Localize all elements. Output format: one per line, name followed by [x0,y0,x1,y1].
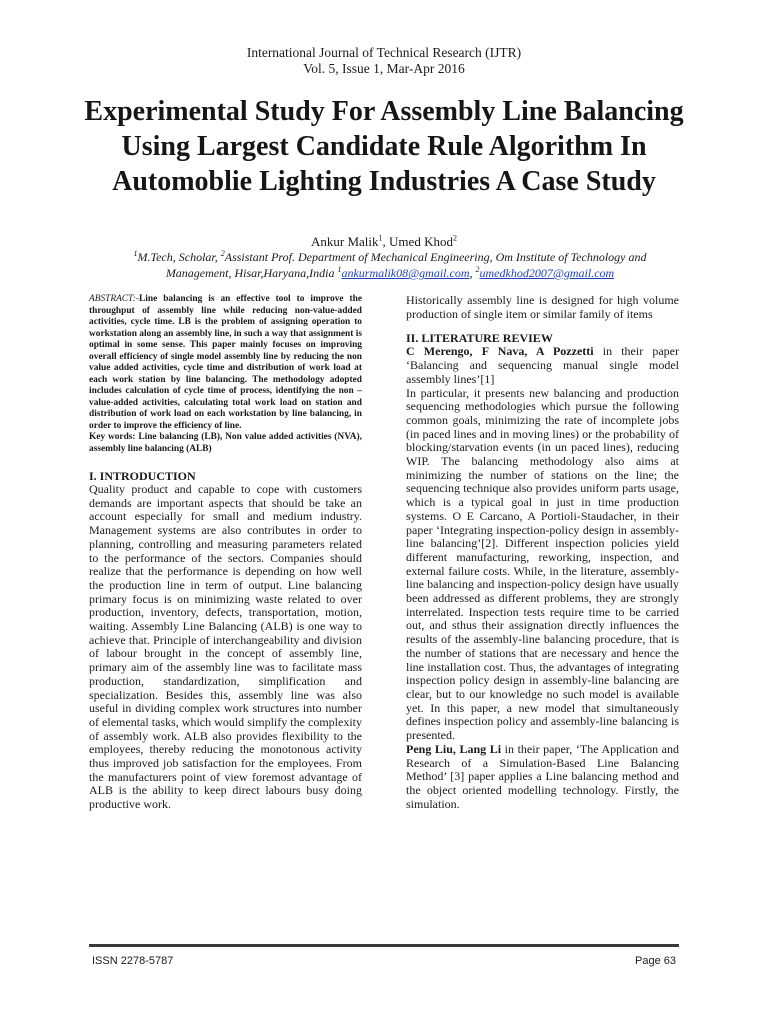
journal-header [0,45,768,77]
reference-2-text: in their paper, ‘The Application and Research of a Simulation-Based Line Balancing Method’ [3] paper applies a Line balancing method and the object oriented modelling technology. Firstly, the simulation. [406,741,680,811]
introduction-text: Quality product and capable to cope with customers demands are important aspects that should be take an account especially for small and medium industry. Management systems are also contributes in order to planning, controlling and measuring parameters related to the performance of the sectors. Companies should realize that the performance is depending on how well the production line in term of output. Line balancing primary focus is on minimizing waste related to over production, inventory, defects, transportation, motion, waiting. Assembly Line Balancing (ALB) is one way to achieve that. Principle of interchangeability and division of labour brought in the concept of assembly line, primary aim of the assembly line was to facilitate mass production, standardization, simplification and specialization. Besides this, assembly line was also useful in dividing complex work structures into number of elemental tasks, which would simplify the complexity of assembly work. ALB also provides flexibility to the employees, thereby reducing the monotonous activity thus improved job satisfaction for the employees. From the manufacturers point of view foremost advantage of ALB is the ability to keep direct labours busy doing productive work. [89,482,362,812]
reference-2 [406,743,679,812]
author-separator: , [382,234,390,249]
email-link-1[interactable]: ankurmalik08@gmail.com [341,266,470,280]
reference-1-text: in their paper ‘Balancing and sequencing manual single model assembly lines’[1] [406,344,679,386]
abstract [89,294,362,432]
affil-sup-2: 2 [220,249,225,258]
abstract-label: ABSTRACT:- [89,294,140,304]
affil-role-1: M.Tech, Scholar, [137,250,221,264]
keywords: Key words: Line balancing (LB), Non value added activities (NVA), assembly line balancing (ALB) [89,432,362,454]
literature-review-heading: II. LITERATURE REVIEW [406,331,553,346]
journal-name: International Journal of Technical Research (IJTR) [246,45,522,60]
email-link-2[interactable]: umedkhod2007@gmail.com [479,266,615,280]
email-separator: , [469,266,476,280]
affil-sup-1: 1 [133,249,138,258]
reference-1-authors: C Merengo, F Nava, A Pozzetti [406,344,594,359]
right-column [406,294,679,811]
affiliation [110,249,670,281]
footer-issn: ISSN 2278-5787 [92,955,174,967]
email-1-sup: 1 [337,265,342,274]
reference-1-intro [406,345,679,386]
email-2-sup: 2 [475,265,480,274]
footer-rule [89,944,679,947]
journal-volume-issue: Vol. 5, Issue 1, Mar-Apr 2016 [303,61,465,76]
author-2-sup: 2 [452,233,457,243]
reference-2-authors: Peng Liu, Lang Li [406,741,502,756]
abstract-text: Line balancing is an effective tool to improve the throughput of assembly line while reducing non-value-added activities, cycle time. LB is the problem of assigning operation to workstation along an assembly line, in such a way that assignment is optimal in some sense. This paper mainly focuses on improving overall efficiency of single model assembly line by reducing the non value added activities, cycle time and distribution of work load at each work station by line balancing. The methodology adopted includes calculation of cycle time of process, identifying the non –value-added activities, calculating total work load on station and distribution of work load on each workstation by line balancing, in order to improve the efficiency of line. [89,294,362,431]
author-1-sup: 1 [378,233,383,243]
affil-role-2: Assistant Prof. Department of Mechanical Engineering, Om Institute of Technology and Management, Hisar,Haryana,India [165,250,647,280]
paper-title: Experimental Study For Assembly Line Balancing Using Largest Candidate Rule Algorithm In Automoblie Lighting Industries A Case Study [84,96,684,197]
author-1: Ankur Malik [311,234,379,249]
introduction-heading: I. INTRODUCTION [89,469,196,483]
footer-page-number: Page 63 [635,955,676,967]
introduction-continued: Historically assembly line is designed for high volume production of single item or similar family of items [406,293,679,321]
author-line [0,234,768,249]
left-column [89,294,362,812]
section-spacer [406,321,679,331]
author-2: Umed Khod [389,234,453,249]
reference-1-body: In particular, it presents new balancing and production sequencing methodologies which pursue the following common goals, minimizing the rate of incomplete jobs (in paced lines and in moving lines) or the probability of blocking/starvation events (in un paced lines), reducing WIP. The balancing methodology also aims at minimizing the number of stations on the line; the sequencing technique also provides uniform parts usage, which is a typical goal in just in time production systems. O E Carcano, A Portioli-Staudacher, in their paper ‘Integrating inspection-policy design in assembly-line balancing’[2]. Different inspection policies yield different manufacturing, reworking, inspection, and external failure costs. While, in the literature, assembly-line balancing and inspection-policy design have usually been addressed as different problems, they are strongly interrelated. Inspection tests require time to be carried out, and sthus their assignation directly influences the results of the assembly-line balancing procedure, that is the number of stations that are necessary and hence the line installation cost. Thus, the advantages of integrating inspection policy design in assembly-line balancing are clear, but to our knowledge no such model is available yet. In this paper, a new model that simultaneously defines inspection policy and assembly-line balancing is presented. [406,385,679,743]
